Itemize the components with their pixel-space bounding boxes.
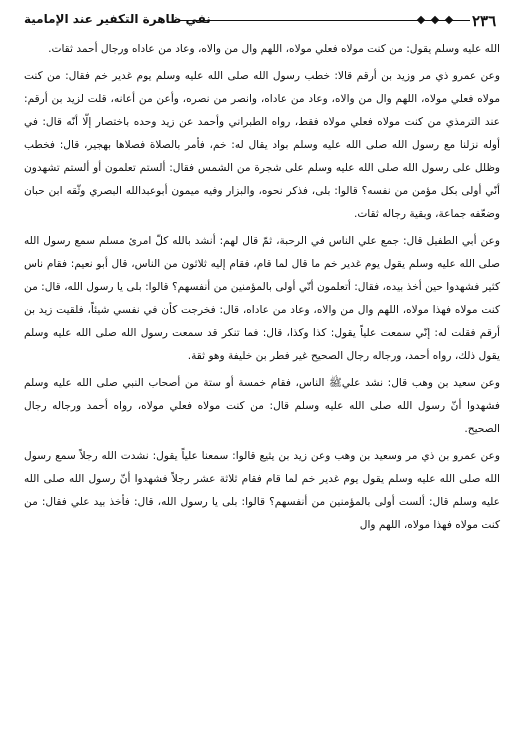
paragraph: وعن سعيد بن وهب قال: نشد عليﷺ الناس، فقام خمسة أو ستة من أصحاب النبي صلى الله عليه وسلم فشهدوا أنّ رسول الله صلى الله عليه وسلم قال: من كنت مولاه فعلي مولاه، رواه أحمد ورجاله رجال الصحيح. (24, 377, 500, 435)
paragraph: الله عليه وسلم يقول: من كنت مولاه فعلي مولاه، اللهم وال من والاه، وعاد من عاداه ورجال أحمد ثقات. (48, 43, 500, 55)
ornament-dot (431, 16, 439, 24)
ornament-dot (445, 16, 453, 24)
paragraph: وعن أبي الطفيل قال: جمع علي الناس في الرحبة، ثمّ قال لهم: أنشد بالله كلّ امرئ مسلم سمع رسول الله صلى الله عليه وسلم يقول يوم غدير خم ما قال لما قام، فقام إليه ثلاثون من الناس، قال أبو نعيم: فقام ناس كثير فشهدوا حين أخذ بيده، فقال: أتعلمون أنّي أولى بالمؤمنين من أنفسهم؟ قالوا: بلى يا رسول الله، قال: من كنت مولاه فهذا مولاه، اللهم وال من والاه، وعاد من عاداه، قال: فخرجت كأن في نفسي شيئاً، فلقيت زيد بن أرقم فقلت له: إنّي سمعت علياً يقول: كذا وكذا، قال: فما تنكر قد سمعت رسول الله صلى الله عليه وسلم يقول ذلك، رواه أحمد، ورجاله رجال الصحيح غير فطر بن خليفة وهو ثقة. (24, 235, 500, 362)
paragraph: وعن عمرو بن ذي مر وسعيد بن وهب وعن زيد بن يثيع قالوا: سمعنا علياً يقول: نشدت الله رجلاً سمع رسول الله صلى الله عليه وسلم يقول يوم غدير خم لما قام فقام ثلاثة عشر رجلاً فشهدوا أنّ رسول الله صلى الله عليه وسلم قال: ألست أولى بالمؤمنين من أنفسهم؟ قالوا: بلى يا رسول الله، قال: فأخذ بيد علي فقال: من كنت مولاه فهذا مولاه، اللهم وال (24, 450, 500, 531)
page-header (24, 12, 500, 30)
running-title: نفي ظاهرة التكفير عند الإمامية (24, 12, 211, 26)
body-text (24, 38, 500, 541)
header-ornament-line (180, 20, 470, 21)
ornament-dot (417, 16, 425, 24)
paragraph: وعن عمرو ذي مر وزيد بن أرقم قالا: خطب رسول الله صلى الله عليه وسلم يوم غدير خم فقال: من كنت مولاه فعلي مولاه، اللهم وال من والاه، وعاد من عاداه، وانصر من نصره، وأعن من أعانه، قلت لزيد بن أرقم: عند الترمذي من كنت مولاه فعلي مولاه فقط، رواه الطبراني وأحمد عن زيد وحده باختصار إلّا أنّه قال: في أوله نزلنا مع رسول الله صلى الله عليه وسلم بواد يقال له: خم، فأمر بالصلاة فصلاها بهجير، قال: فخطب وظلل على رسول الله صلى الله عليه وسلم على شجرة من الشمس فقال: ألستم تعلمون أو ألستم تشهدون أنّي أولى بكل مؤمن من نفسه؟ قالوا: بلى، فذكر نحوه، والبزار وفيه ميمون أبوعبدالله البصري وثّقه ابن حبان وضعّفه جماعة، وبقية رجاله ثقات. (24, 70, 500, 220)
page-number: ٢٣٦ (472, 12, 497, 30)
